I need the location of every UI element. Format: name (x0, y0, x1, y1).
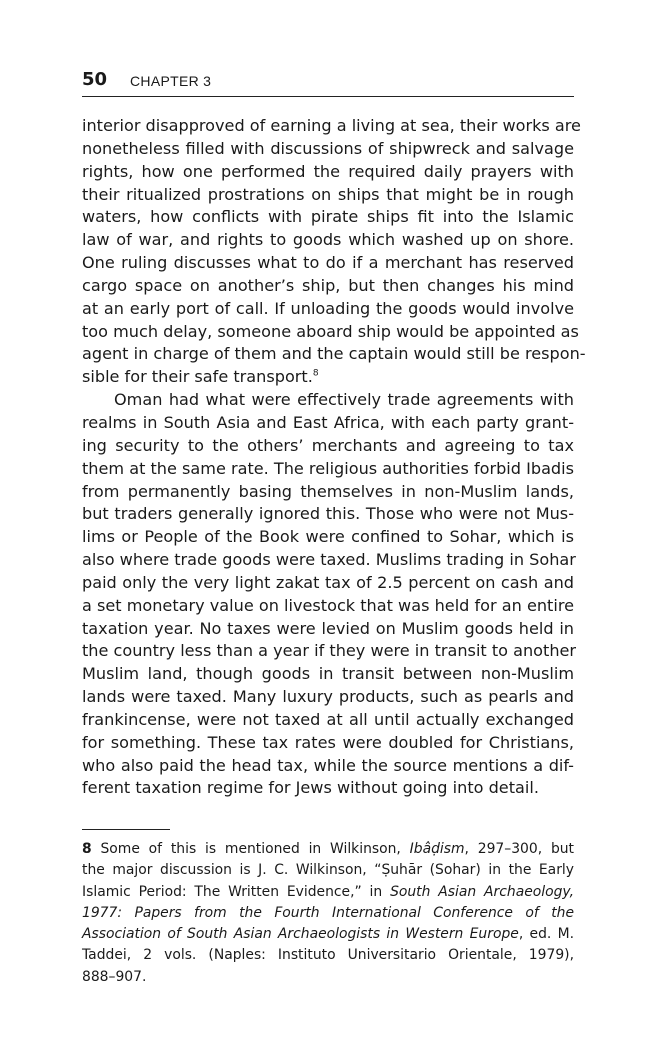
footnote-title-italic: Ibâḍism (409, 841, 465, 857)
paragraph-2 (82, 389, 577, 800)
text-line: who also paid the head tax, while the source mentions a dif- (82, 755, 574, 775)
footnote-text: , 297–300, but (464, 841, 575, 857)
text-line: waters, how conflicts with pirate ships fit into the Islamic (82, 207, 574, 227)
footnote-text: Islamic Period: The Written Evidence,” in (82, 883, 391, 900)
text-line: Oman had what were effectively trade agreements with (114, 390, 574, 410)
footnote-line (82, 924, 574, 945)
text-line: interior disapproved of earning a living at sea, their works are (82, 116, 581, 135)
text-line: ing security to the others’ merchants and agreeing to tax (82, 435, 574, 455)
text-line-content: sible for their safe transport. (82, 367, 313, 387)
text-line: a set monetary value on livestock that was held for an entire (82, 595, 574, 615)
text-line: realms in South Asia and East Africa, with each party grant- (82, 412, 574, 432)
footnote-line (82, 903, 574, 924)
text-line: paid only the very light zakat tax of 2.5 percent on cash and (82, 572, 574, 592)
text-line: One ruling discusses what to do if a merchant has reserved (82, 253, 574, 273)
footnote-text: Some of this is mentioned in Wilkinson, (91, 841, 410, 857)
text-line: from permanently basing themselves in non-Muslim lands, (82, 481, 574, 501)
footnote-reference[interactable]: 8 (312, 368, 319, 379)
text-line: nonetheless filled with discussions of shipwreck and salvage (82, 138, 574, 158)
footnote-title-italic: Association of South Asian Archaeologists in Western Europe (82, 926, 519, 943)
text-line: but traders generally ignored this. Those who were not Mus- (82, 504, 574, 524)
text-line: rights, how one performed the required daily prayers with (82, 161, 574, 181)
text-line: for something. These tax rates were doubled for Christians, (82, 732, 574, 752)
page-number: 50 (82, 69, 108, 90)
footnote-number: 8 (82, 841, 92, 857)
text-line-last (82, 366, 574, 389)
footnote-line: 888–907. (82, 968, 147, 985)
footnote-title-italic: South Asian Archaeology, (390, 883, 574, 900)
footnote-line: Taddei, 2 vols. (Naples: Instituto Universitario Orientale, 1979), (82, 947, 574, 964)
running-header (82, 70, 574, 97)
footnote-line (82, 882, 574, 903)
text-line: law of war, and rights to goods which washed up on shore. (82, 230, 574, 250)
text-line: at an early port of call. If unloading the goods would involve (82, 298, 574, 318)
footnote-title-italic: 1977: Papers from the Fourth International Conference of the (82, 904, 574, 921)
text-line: lims or People of the Book were confined to Sohar, which is (82, 527, 574, 547)
text-line-last: ferent taxation regime for Jews without going into detail. (82, 778, 539, 798)
body-text (82, 115, 586, 800)
text-line: taxation year. No taxes were levied on Muslim goods held in (82, 618, 574, 638)
text-line: them at the same rate. The religious authorities forbid Ibadis (82, 458, 575, 478)
text-line: cargo space on another’s ship, but then changes his mind (82, 275, 574, 295)
footnote-divider (82, 829, 170, 830)
chapter-running-head: CHAPTER 3 (130, 73, 212, 89)
text-line: their ritualized prostrations on ships that might be in rough (82, 184, 574, 204)
text-line: frankincense, were not taxed at all until actually exchanged (82, 709, 574, 729)
footnote-line (82, 839, 574, 860)
text-line: the country less than a year if they were in transit to another (82, 641, 577, 661)
footnote-8 (82, 839, 574, 988)
text-line: also where trade goods were taxed. Muslims trading in Sohar (82, 550, 576, 570)
text-line: too much delay, someone aboard ship would be appointed as (82, 321, 579, 341)
text-line: Muslim land, though goods in transit between non-Muslim (82, 664, 574, 684)
paragraph-1 (82, 115, 586, 389)
text-line: agent in charge of them and the captain would still be respon- (82, 344, 586, 364)
text-line: lands were taxed. Many luxury products, such as pearls and (82, 687, 574, 707)
footnote-text: , ed. M. (518, 926, 574, 943)
footnote-line: the major discussion is J. C. Wilkinson, “Ṣuhār (Sohar) in the Early (82, 862, 574, 879)
